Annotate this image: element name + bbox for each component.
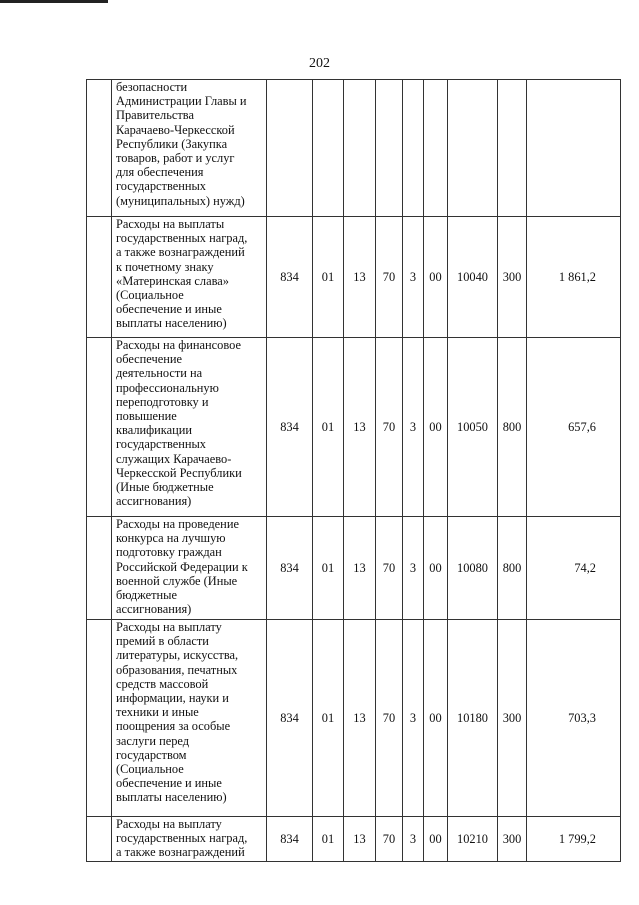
subsection-code-cell: 13 <box>344 817 376 862</box>
expense-type-cell <box>498 80 527 217</box>
subsection-code-cell: 13 <box>344 517 376 620</box>
amount-cell: 1 861,2 <box>527 217 621 338</box>
table-row <box>87 80 621 217</box>
row-index-cell <box>87 80 112 217</box>
main-event-code-cell: 00 <box>424 620 448 817</box>
program-code-cell: 70 <box>376 338 403 517</box>
amount-cell: 1 799,2 <box>527 817 621 862</box>
program-code-cell: 70 <box>376 817 403 862</box>
section-code-cell: 01 <box>313 217 344 338</box>
expense-type-cell: 800 <box>498 517 527 620</box>
ministry-code-cell: 834 <box>267 817 313 862</box>
expense-direction-cell: 10080 <box>448 517 498 620</box>
expense-direction-cell: 10040 <box>448 217 498 338</box>
table-row <box>87 217 621 338</box>
row-index-cell <box>87 338 112 517</box>
row-index-cell <box>87 817 112 862</box>
table-row <box>87 338 621 517</box>
subsection-code-cell: 13 <box>344 217 376 338</box>
program-code-cell: 70 <box>376 517 403 620</box>
expense-name-cell: Расходы на выплату премий в области литературы, искусства, образования, печатных средств массовой информации, науки и техники и иные поощрения за особые заслуги перед государством (Социальное обеспечение и иные выплаты населению) <box>112 620 267 817</box>
ministry-code-cell: 834 <box>267 620 313 817</box>
expense-type-cell: 300 <box>498 620 527 817</box>
amount-cell: 657,6 <box>527 338 621 517</box>
ministry-code-cell: 834 <box>267 338 313 517</box>
expense-direction-cell <box>448 80 498 217</box>
subprogram-code-cell: 3 <box>403 817 424 862</box>
table-row <box>87 620 621 817</box>
expense-direction-cell: 10180 <box>448 620 498 817</box>
main-event-code-cell: 00 <box>424 217 448 338</box>
main-event-code-cell: 00 <box>424 517 448 620</box>
table-row <box>87 817 621 862</box>
expense-type-cell: 300 <box>498 817 527 862</box>
expense-type-cell: 800 <box>498 338 527 517</box>
section-code-cell: 01 <box>313 620 344 817</box>
subsection-code-cell <box>344 80 376 217</box>
subprogram-code-cell <box>403 80 424 217</box>
section-code-cell: 01 <box>313 338 344 517</box>
subsection-code-cell: 13 <box>344 338 376 517</box>
ministry-code-cell: 834 <box>267 217 313 338</box>
table-row <box>87 517 621 620</box>
expense-name-cell: Расходы на финансовое обеспечение деятельности на профессиональную переподготовку и повышение квалификации государственных служащих Карачаево- Черкесской Республики (Иные бюджетные ассигнования) <box>112 338 267 517</box>
main-event-code-cell: 00 <box>424 817 448 862</box>
amount-cell: 703,3 <box>527 620 621 817</box>
row-index-cell <box>87 517 112 620</box>
main-event-code-cell: 00 <box>424 338 448 517</box>
expense-direction-cell: 10050 <box>448 338 498 517</box>
expense-name-cell: Расходы на выплату государственных наград, а также вознаграждений <box>112 817 267 862</box>
ministry-code-cell <box>267 80 313 217</box>
section-code-cell: 01 <box>313 517 344 620</box>
budget-table <box>86 79 621 862</box>
main-event-code-cell <box>424 80 448 217</box>
subprogram-code-cell: 3 <box>403 517 424 620</box>
row-index-cell <box>87 217 112 338</box>
section-code-cell: 01 <box>313 817 344 862</box>
subprogram-code-cell: 3 <box>403 620 424 817</box>
subsection-code-cell: 13 <box>344 620 376 817</box>
scan-edge-mark <box>0 0 108 3</box>
section-code-cell <box>313 80 344 217</box>
page-number: 202 <box>309 56 330 71</box>
subprogram-code-cell: 3 <box>403 217 424 338</box>
amount-cell <box>527 80 621 217</box>
ministry-code-cell: 834 <box>267 517 313 620</box>
program-code-cell: 70 <box>376 217 403 338</box>
row-index-cell <box>87 620 112 817</box>
expense-name-cell: безопасности Администрации Главы и Правительства Карачаево-Черкесской Республики (Закупка товаров, работ и услуг для обеспечения государственных (муниципальных) нужд) <box>112 80 267 217</box>
expense-direction-cell: 10210 <box>448 817 498 862</box>
program-code-cell: 70 <box>376 620 403 817</box>
expense-type-cell: 300 <box>498 217 527 338</box>
amount-cell: 74,2 <box>527 517 621 620</box>
expense-name-cell: Расходы на выплаты государственных наград, а также вознаграждений к почетному знаку «Материнская слава» (Социальное обеспечение и иные выплаты населению) <box>112 217 267 338</box>
subprogram-code-cell: 3 <box>403 338 424 517</box>
table-body <box>87 80 621 862</box>
program-code-cell <box>376 80 403 217</box>
expense-name-cell: Расходы на проведение конкурса на лучшую подготовку граждан Российской Федерации к военной службе (Иные бюджетные ассигнования) <box>112 517 267 620</box>
